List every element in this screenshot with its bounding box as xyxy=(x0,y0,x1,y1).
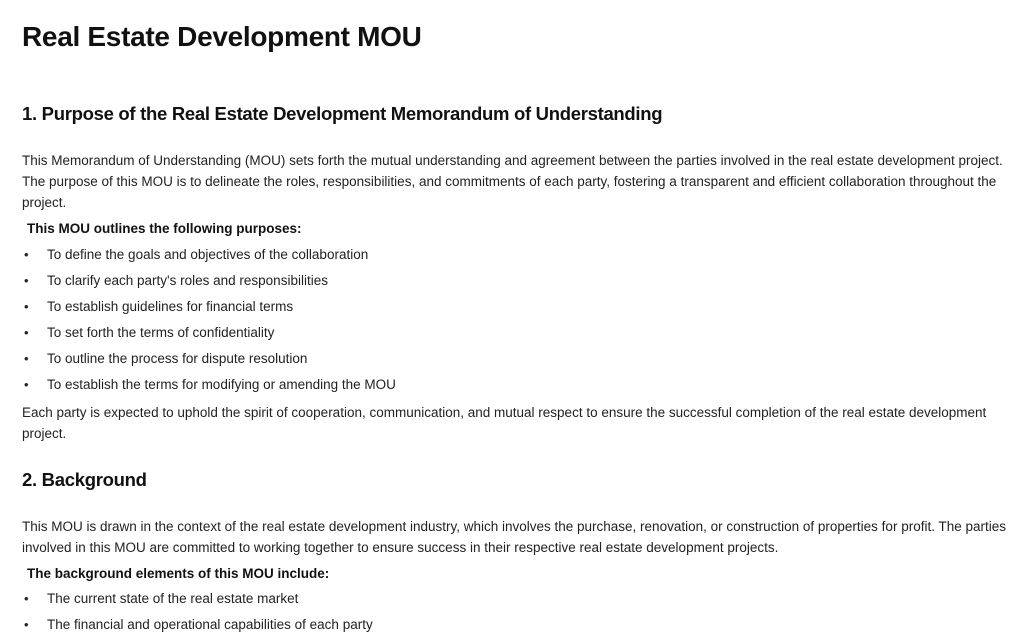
bullet-icon: • xyxy=(24,351,29,366)
bullet-icon: • xyxy=(24,377,29,392)
list-item xyxy=(22,346,396,372)
list-item-text: The current state of the real estate market xyxy=(47,591,299,606)
bullet-icon: • xyxy=(24,325,29,340)
section-1-heading: 1. Purpose of the Real Estate Development Memorandum of Understanding xyxy=(22,103,663,124)
section-2-bullet-list xyxy=(22,586,373,638)
document-title: Real Estate Development MOU xyxy=(22,21,422,52)
section-2-intro: This MOU is drawn in the context of the real estate development industry, which involves the purchase, renovation, or construction of properties for profit. The parties involved in this MOU are committed to working together to ensure success in their respective real estate development projects. xyxy=(22,519,1006,555)
list-item-text: To clarify each party's roles and responsibilities xyxy=(47,273,328,288)
bullet-icon: • xyxy=(24,591,29,606)
list-item-text: To set forth the terms of confidentiality xyxy=(47,325,275,340)
bullet-icon: • xyxy=(24,273,29,288)
section-1-intro: This Memorandum of Understanding (MOU) sets forth the mutual understanding and agreement between the parties involved in the real estate development project. The purpose of this MOU is to delineate the roles, responsibilities, and commitments of each party, fostering a transparent and efficient collaboration throughout the project. xyxy=(22,153,1003,210)
list-item-text: To outline the process for dispute resolution xyxy=(47,351,308,366)
bullet-icon: • xyxy=(24,299,29,314)
bullet-icon: • xyxy=(24,247,29,262)
list-item xyxy=(22,320,396,346)
section-1-list-lead: This MOU outlines the following purposes: xyxy=(27,221,302,236)
list-item-text: The financial and operational capabilities of each party xyxy=(47,617,373,632)
list-item xyxy=(22,268,396,294)
bullet-icon: • xyxy=(24,617,29,632)
list-item xyxy=(22,294,396,320)
list-item xyxy=(22,612,373,638)
list-item xyxy=(22,372,396,398)
list-item-text: To establish the terms for modifying or amending the MOU xyxy=(47,377,396,392)
list-item-text: To establish guidelines for financial terms xyxy=(47,299,294,314)
list-item-text: To define the goals and objectives of the collaboration xyxy=(47,247,369,262)
list-item xyxy=(22,586,373,612)
section-2-heading: 2. Background xyxy=(22,469,147,490)
section-1-closing: Each party is expected to uphold the spirit of cooperation, communication, and mutual respect to ensure the successful completion of the real estate development project. xyxy=(22,405,987,441)
list-item xyxy=(22,242,396,268)
section-2-list-lead: The background elements of this MOU include: xyxy=(27,566,330,581)
section-1-bullet-list xyxy=(22,242,396,398)
